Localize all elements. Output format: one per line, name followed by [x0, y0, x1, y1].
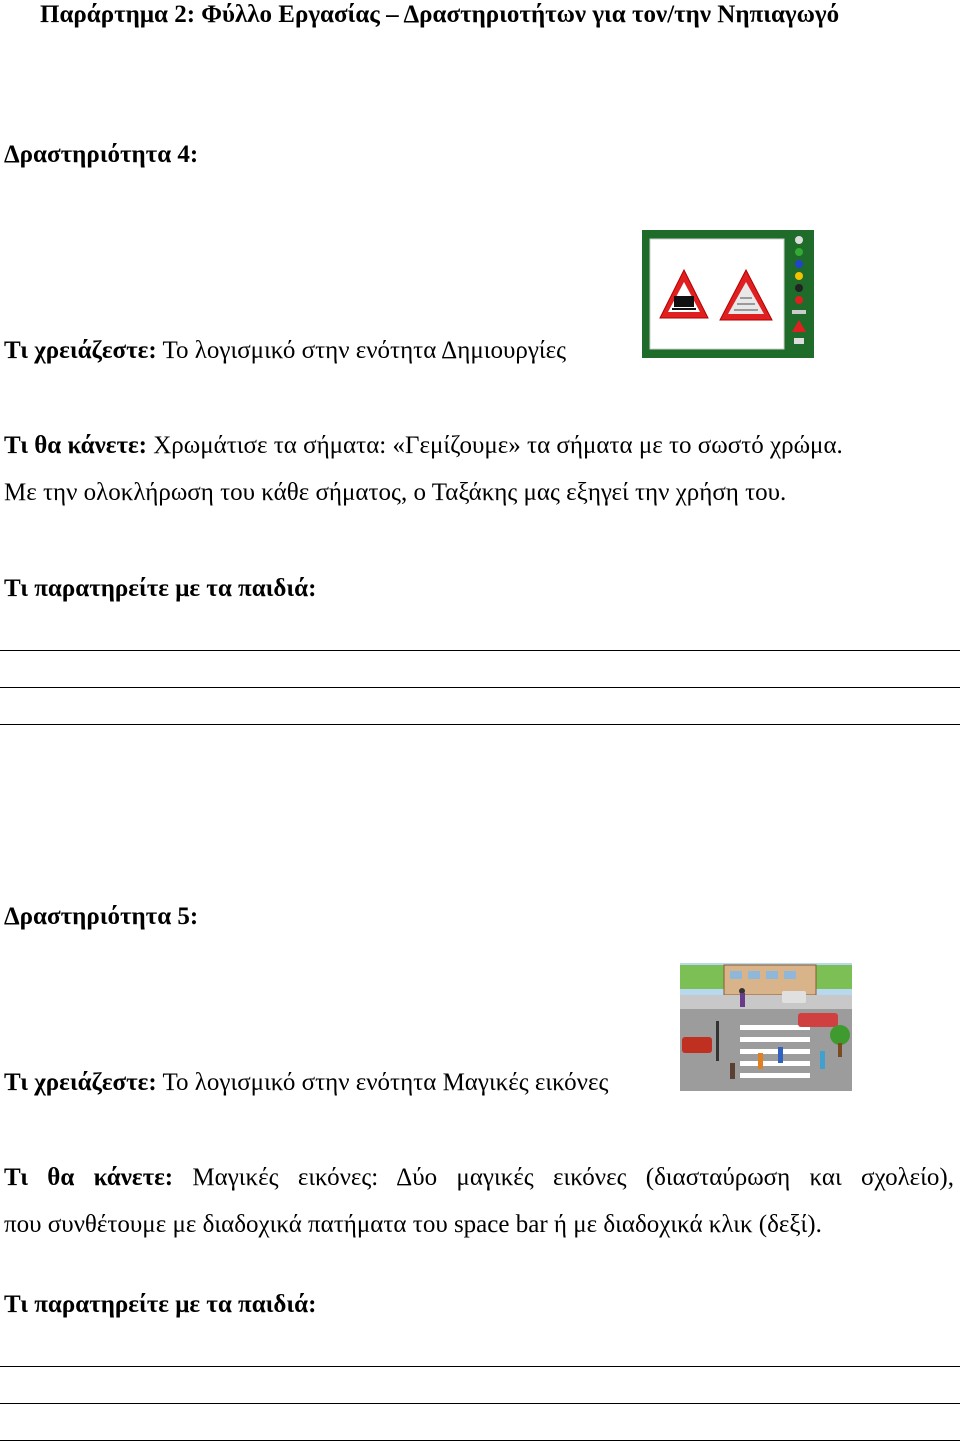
palette-yellow-dot: [795, 272, 803, 280]
pedestrian: [778, 1047, 783, 1063]
pedestrian: [758, 1053, 763, 1069]
needs-text: Το λογισμικό στην ενότητα Μαγικές εικόνες: [162, 1069, 609, 1096]
palette-blue-dot: [795, 260, 803, 268]
answer-line: [0, 687, 960, 688]
coloring-board-graphic: [642, 230, 814, 358]
car-right: [798, 1013, 838, 1027]
needs-label: Τι χρειάζεστε:: [4, 1069, 157, 1096]
palette-black-dot: [795, 284, 803, 292]
crossing-scene-graphic: [680, 963, 852, 1091]
car-left: [682, 1037, 712, 1053]
activity5-observe-label: Τι παρατηρείτε με τα παιδιά:: [4, 1291, 317, 1318]
answer-line: [0, 724, 960, 725]
needs-text: Το λογισμικό στην ενότητα Δημιουργίες: [162, 337, 566, 364]
board-canvas: [650, 239, 784, 349]
palette-white-dot: [795, 236, 803, 244]
activity5-do-text-2: που συνθέτουμε με διαδοχικά πατήματα του space bar ή με διαδοχικά κλικ (δεξί).: [4, 1211, 822, 1238]
sidewalk: [680, 995, 852, 1009]
do-text-1: Χρωμάτισε τα σήματα: «Γεμίζουμε» τα σήματα με το σωστό χρώμα.: [153, 432, 843, 459]
activity4-signs-image: [642, 230, 814, 358]
answer-line: [0, 650, 960, 651]
activity4-heading: Δραστηριότητα 4:: [4, 141, 199, 168]
activity4-needs: [4, 336, 566, 366]
activity5-needs: [4, 1068, 608, 1098]
needs-label: Τι χρειάζεστε:: [4, 337, 157, 364]
activity4-observe-label: Τι παρατηρείτε με τα παιδιά:: [4, 575, 317, 602]
traffic-light-pole: [716, 1021, 719, 1061]
answer-line: [0, 1403, 960, 1404]
pedestrian: [740, 993, 745, 1007]
pedestrian: [730, 1063, 735, 1079]
page-title: Παράρτημα 2: Φύλλο Εργασίας – Δραστηριοτήτων για τον/την Νηπιαγωγό: [40, 1, 840, 28]
tree: [830, 1025, 850, 1045]
answer-line: [0, 1440, 960, 1441]
palette-red-dot: [795, 296, 803, 304]
answer-line: [0, 1366, 960, 1367]
activity5-heading: Δραστηριότητα 5:: [4, 903, 199, 930]
palette-green-dot: [795, 248, 803, 256]
do-text-1: Μαγικές εικόνες: Δύο μαγικές εικόνες (διασταύρωση και σχολείο),: [192, 1164, 954, 1191]
activity5-crossing-image: [680, 963, 852, 1091]
train-icon: [674, 296, 694, 307]
activity4-do: [4, 431, 843, 461]
pedestrian: [820, 1051, 825, 1069]
do-label: Τι θα κάνετε:: [4, 1164, 174, 1191]
do-label: Τι θα κάνετε:: [4, 432, 147, 459]
activity5-do: [4, 1163, 954, 1193]
activity4-do-text-2: Με την ολοκλήρωση του κάθε σήματος, ο Ταξάκης μας εξηγεί την χρήση του.: [4, 479, 787, 506]
school-building: [724, 965, 816, 995]
